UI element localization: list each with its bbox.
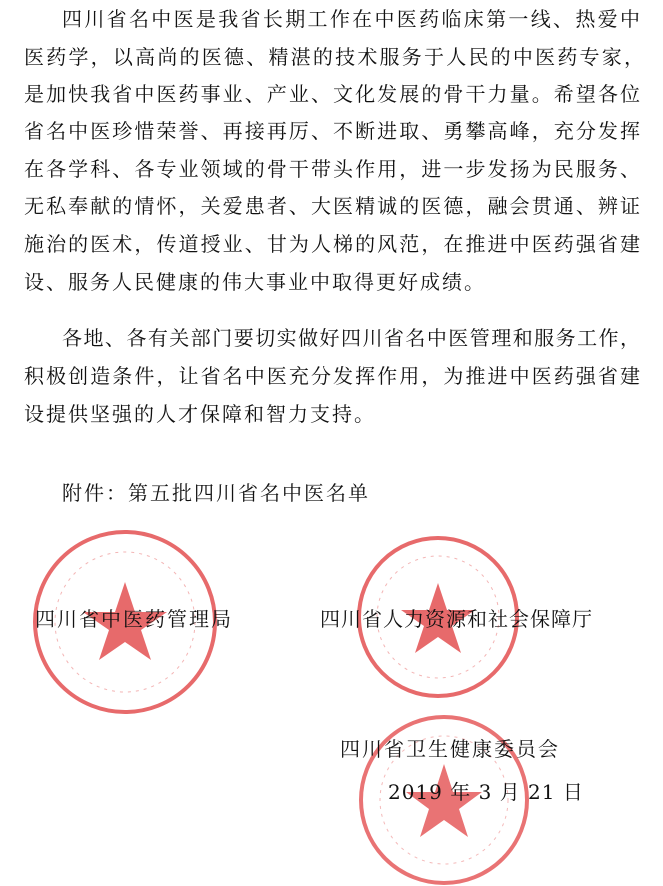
signature-health-commission: 四川省卫生健康委员会: [340, 737, 560, 761]
text-line: 施治的医术，传道授业、甘为人梯的风范，在推进中医药强省建: [24, 232, 640, 256]
attachment-note: 附件：第五批四川省名中医名单: [62, 481, 370, 505]
document-date: 2019 年 3 月 21 日: [388, 780, 584, 804]
signature-hr-dept: 四川省人力资源和社会保障厅: [320, 607, 593, 631]
text-line: 各地、各有关部门要切实做好四川省名中医管理和服务工作，: [62, 326, 640, 350]
text-line: 省名中医珍惜荣誉、再接再厉、不断进取、勇攀高峰，充分发挥: [24, 119, 640, 143]
text-line: 无私奉献的情怀，关爱患者、大医精诚的医德，融会贯通、辨证: [24, 194, 640, 218]
text-line: 设提供坚强的人才保障和智力支持。: [24, 402, 376, 426]
text-line: 在各学科、各专业领域的骨干带头作用，进一步发扬为民服务、: [24, 157, 640, 181]
signature-tcm-bureau: 四川省中医药管理局: [35, 607, 233, 631]
text-line: 是加快我省中医药事业、产业、文化发展的骨干力量。希望各位: [24, 82, 640, 106]
text-line: 积极创造条件，让省名中医充分发挥作用，为推进中医药强省建: [24, 364, 640, 388]
text-line: 设、服务人民健康的伟大事业中取得更好成绩。: [24, 270, 486, 294]
text-line: 医药学，以高尚的医德、精湛的技术服务于人民的中医药专家，: [24, 45, 644, 69]
text-line: 四川省名中医是我省长期工作在中医药临床第一线、热爱中: [62, 7, 640, 31]
